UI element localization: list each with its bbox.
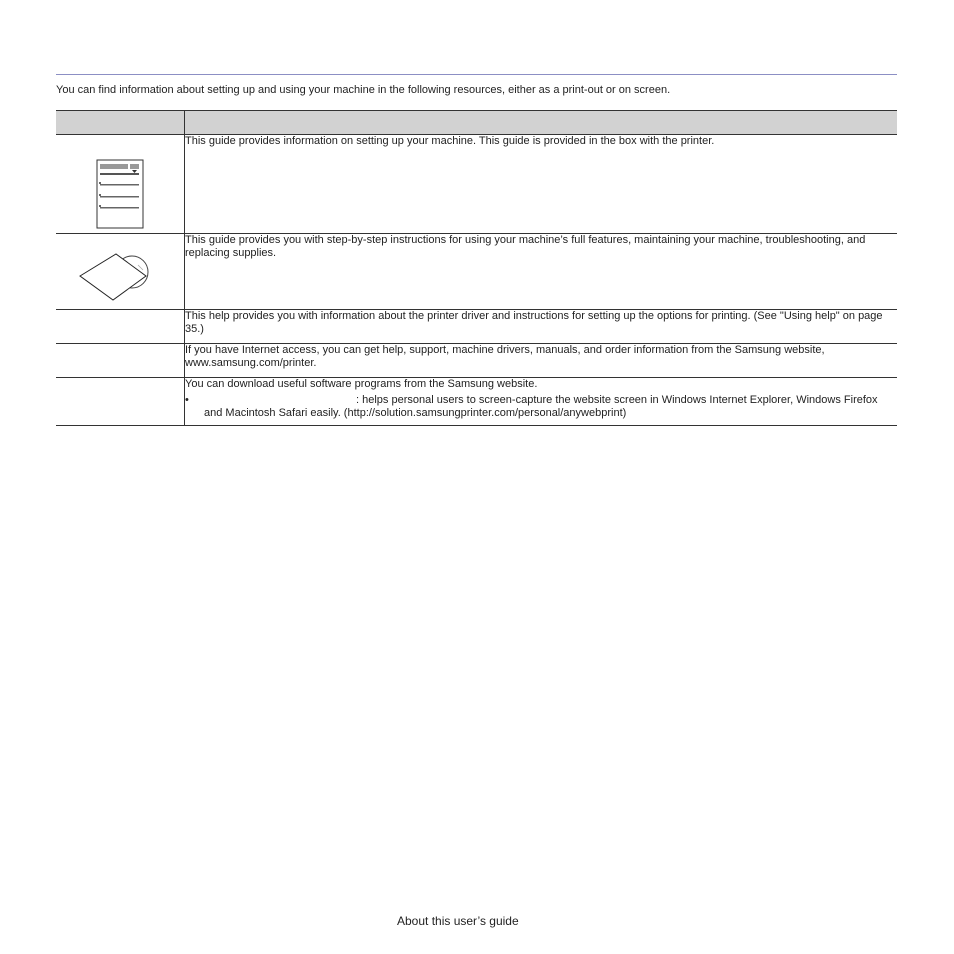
printed-guide-icon (96, 159, 144, 229)
page-footer: About this user’s guide (397, 914, 519, 928)
icon-cell (56, 310, 185, 344)
icon-cell (56, 234, 185, 310)
bullet-text: : helps personal users to screen-capture the website screen in Windows Internet Explorer, Windows Firefox and Macintosh Safari easily. (http://solution.samsungprinter.com/personal/anywebprint) (204, 394, 878, 419)
icon-cell (56, 135, 185, 234)
description-cell: This help provides you with information about the printer driver and instructions for setting up the options for printing. (See "Using help" on page 35.) (185, 310, 898, 344)
table-row (56, 135, 897, 234)
table-row (56, 378, 897, 426)
description-cell (185, 378, 898, 426)
description-text: You can download useful software programs from the Samsung website. (185, 378, 538, 390)
description-cell: This guide provides information on setting up your machine. This guide is provided in the box with the printer. (185, 135, 898, 234)
top-rule (56, 74, 897, 75)
resources-table (56, 110, 897, 426)
icon-cell (56, 378, 185, 426)
bullet-mark: • (185, 394, 189, 406)
intro-text: You can find information about setting up and using your machine in the following resources, either as a print-out or on screen. (56, 84, 671, 96)
table-row (56, 234, 897, 310)
table-header-row (56, 111, 897, 135)
table-row (56, 310, 897, 344)
bullet-item (185, 394, 897, 420)
cd-sleeve-icon (79, 252, 161, 302)
table-header-cell (56, 111, 185, 135)
table-header-cell (185, 111, 898, 135)
description-cell: If you have Internet access, you can get help, support, machine drivers, manuals, and order information from the Samsung website, www.samsung.com/printer. (185, 344, 898, 378)
icon-cell (56, 344, 185, 378)
table-row (56, 344, 897, 378)
description-cell: This guide provides you with step-by-step instructions for using your machine’s full features, maintaining your machine, troubleshooting, and replacing supplies. (185, 234, 898, 310)
